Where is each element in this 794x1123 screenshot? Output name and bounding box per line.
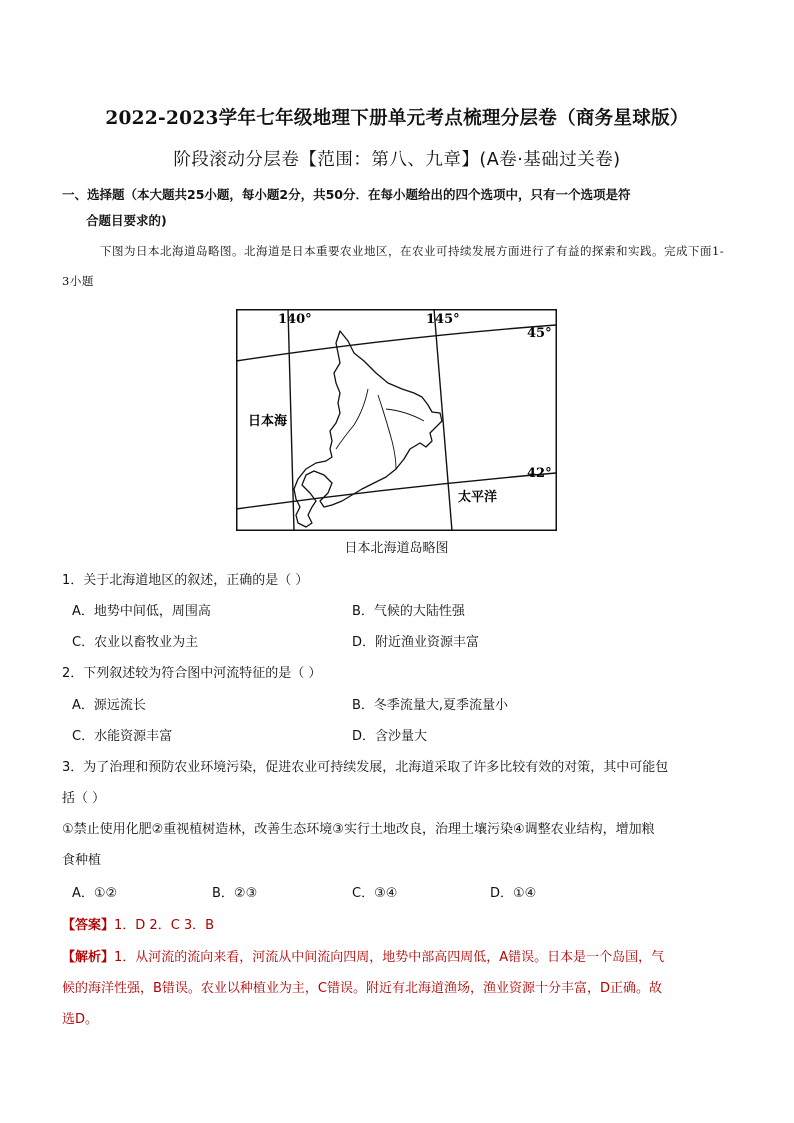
question-3-option-b: B．②③: [212, 886, 258, 901]
document-subtitle: 阶段滚动分层卷【范围：第八、九章】(A卷·基础过关卷): [173, 150, 621, 170]
question-3-stem-line1: 3．为了治理和预防农业环境污染，促进农业可持续发展，北海道采取了许多比较有效的对策，其中可能包: [62, 760, 669, 775]
question-3-option-a: A．①②: [72, 886, 118, 901]
question-1-option-d: D．附近渔业资源丰富: [352, 635, 480, 650]
question-2-option-a: A．源远流长: [72, 698, 146, 713]
answer-text: 1．D 2．C 3．B: [114, 918, 215, 933]
hokkaido-map: [236, 309, 557, 531]
question-3-items-line1: ①禁止使用化肥②重视植树造林，改善生态环境③实行土地改良，治理土壤污染④调整农业结构，增加粮: [62, 822, 655, 837]
section-heading-line2: 合题目要求的): [86, 213, 167, 228]
longitude-label-145: 145°: [426, 312, 460, 327]
question-1-option-b: B．气候的大陆性强: [352, 604, 465, 619]
answer-label: 【答案】: [62, 918, 115, 933]
question-1-option-c: C．农业以畜牧业为主: [72, 635, 199, 650]
sea-label-pacific: 太平洋: [458, 490, 498, 505]
question-3-option-c: C．③④: [352, 886, 398, 901]
sea-label-japan-sea: 日本海: [248, 414, 288, 429]
explanation-block: [62, 942, 732, 1035]
map-caption: 日本北海道岛略图: [344, 541, 449, 556]
answer-line: [62, 914, 214, 933]
question-3-stem-line2: 括（ ）: [62, 791, 106, 806]
question-2-option-d: D．含沙量大: [352, 729, 428, 744]
question-3-items-line2: 食种植: [62, 853, 102, 868]
question-1-option-a: A．地势中间低，周围高: [72, 604, 211, 619]
question-3-option-d: D．①④: [490, 886, 537, 901]
section-heading: [62, 182, 742, 234]
section-heading-line1: 一、选择题（本大题共25小题，每小题2分，共50分．在每小题给出的四个选项中，只有一个选项是符: [62, 187, 631, 202]
explanation-line2: 候的海洋性强，B错误。农业以种植业为主，C错误。附近有北海道渔场，渔业资源十分丰富，D正确。故: [62, 981, 663, 996]
explanation-line1: [62, 942, 732, 973]
question-2-option-b: B．冬季流量大,夏季流量小: [352, 698, 509, 713]
question-2-option-c: C．水能资源丰富: [72, 729, 173, 744]
explanation-label: 【解析】: [62, 950, 115, 965]
question-2-stem: 2．下列叙述较为符合图中河流特征的是（ ）: [62, 666, 322, 681]
document-title: 2022-2023学年七年级地理下册单元考点梳理分层卷（商务星球版）: [105, 108, 689, 129]
explanation-text-1: 1．从河流的流向来看，河流从中间流向四周，地势中部高四周低，A错误。日本是一个岛国，气: [114, 950, 665, 965]
explanation-line3: 选D。: [62, 1012, 99, 1027]
longitude-label-140: 140°: [278, 312, 312, 327]
question-intro: 下图为日本北海道岛略图。北海道是日本重要农业地区，在农业可持续发展方面进行了有益的探索和实践。完成下面1-3小题: [62, 244, 725, 288]
question-1-stem: 1．关于北海道地区的叙述，正确的是（ ）: [62, 573, 309, 588]
latitude-label-45: 45°: [527, 326, 552, 341]
latitude-label-42: 42°: [527, 466, 552, 481]
